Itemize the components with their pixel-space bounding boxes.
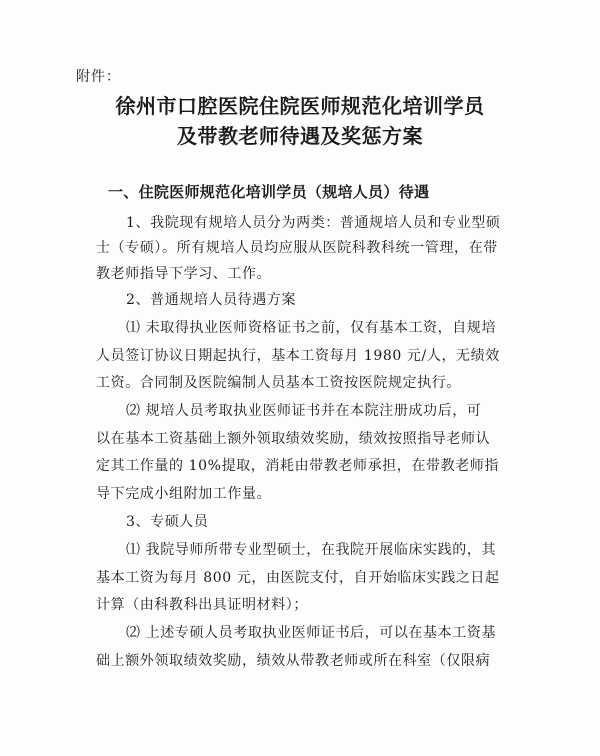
subsection-heading: 2、普通规培人员待遇方案 (126, 292, 297, 308)
body-line: 士（专硕）。所有规培人员均应服从医院科教科统一管理，在带 (96, 240, 498, 256)
document-title-line-2: 及带教老师待遇及奖惩方案 (177, 124, 423, 148)
body-line: ⑴ 未取得执业医师资格证书之前，仅有基本工资，自规培 (126, 320, 497, 336)
body-line: 工资。合同制及医院编制人员基本工资按医院规定执行。 (96, 375, 461, 391)
subsection-heading: 3、专硕人员 (126, 514, 209, 530)
body-line: 基本工资为每月 800 元，由医院支付，自开始临床实践之日起 (96, 570, 500, 586)
document-title-line-1: 徐州市口腔医院住院医师规范化培训学员 (115, 94, 485, 118)
body-line: ⑵ 上述专硕人员考取执业医师证书后，可以在基本工资基 (126, 625, 497, 641)
body-line: 础上额外领取绩效奖励，绩效从带教老师或所在科室（仅限病 (96, 653, 491, 669)
body-line: ⑴ 我院导师所带专业型硕士，在我院开展临床实践的，其 (126, 542, 497, 558)
body-line: 以在基本工资基础上额外领取绩效奖励，绩效按照指导老师认 (96, 431, 491, 447)
section-heading: 一、住院医师规范化培训学员（规培人员）待遇 (108, 183, 430, 201)
body-line: ⑵ 规培人员考取执业医师证书并在本院注册成功后，可 (126, 403, 482, 419)
body-line: 计算（由科教科出具证明材料）； (96, 597, 308, 613)
body-line: 1、我院现有规培人员分为两类：普通规培人员和专业型硕 (126, 215, 501, 231)
attachment-label: 附件： (76, 69, 121, 85)
body-line: 定其工作量的 10%提取，消耗由带教老师承担，在带教老师指 (96, 458, 499, 474)
body-line: 导下完成小组附加工作量。 (96, 486, 272, 502)
body-line: 人员签订协议日期起执行，基本工资每月 1980 元/人，无绩效 (96, 348, 500, 364)
body-line: 教老师指导下学习、工作。 (96, 266, 272, 282)
